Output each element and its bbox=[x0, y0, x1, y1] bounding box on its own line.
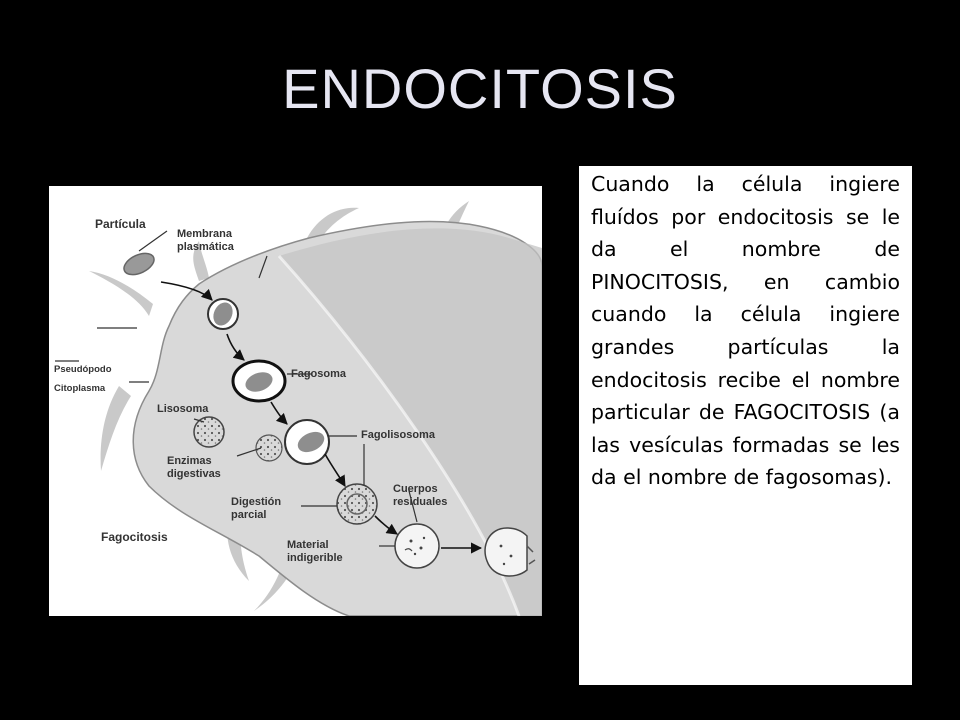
label-fagolisosoma: Fagolisosoma bbox=[361, 429, 435, 441]
label-fagocitosis: Fagocitosis bbox=[101, 530, 168, 544]
label-citoplasma: Citoplasma bbox=[54, 383, 106, 394]
label-digestion-line1: Digestión bbox=[231, 496, 282, 508]
partial-digestion-icon bbox=[337, 484, 377, 524]
description-text: Cuando la célula ingiere fluídos por endocitosis se le da el nombre de PINOCITOSIS, en cambio cuando la célula ingiere grandes partículas la endocitosis recibe el nombre particular de FAGOCITOSIS (a las vesículas formadas se les da el nombre de fagosomas). bbox=[591, 172, 900, 490]
lysosome-icon bbox=[194, 417, 224, 447]
label-cuerpos-line2: residuales bbox=[393, 496, 448, 508]
label-lisosoma: Lisosoma bbox=[157, 403, 209, 415]
diagram-illustration bbox=[49, 186, 542, 616]
label-pseudopodo: Pseudópodo bbox=[54, 364, 112, 375]
label-enzimas-line2: digestivas bbox=[167, 468, 221, 480]
label-membrana-line2: plasmática bbox=[177, 241, 234, 253]
description-box bbox=[579, 166, 912, 685]
particle-icon bbox=[121, 249, 158, 279]
label-particula: Partícula bbox=[95, 217, 146, 231]
phagocytosis-diagram bbox=[49, 186, 542, 616]
exocytosis-icon bbox=[485, 528, 527, 576]
slide-title: ENDOCITOSIS bbox=[282, 57, 678, 120]
label-membrana-line1: Membrana bbox=[177, 228, 233, 240]
label-material-line2: indigerible bbox=[287, 552, 343, 564]
residual-body-icon bbox=[395, 524, 439, 568]
label-cuerpos-line1: Cuerpos bbox=[393, 483, 438, 495]
label-enzimas-line1: Enzimas bbox=[167, 455, 212, 467]
label-fagosoma: Fagosoma bbox=[291, 368, 347, 380]
label-material-line1: Material bbox=[287, 539, 329, 551]
label-digestion-line2: parcial bbox=[231, 509, 267, 521]
